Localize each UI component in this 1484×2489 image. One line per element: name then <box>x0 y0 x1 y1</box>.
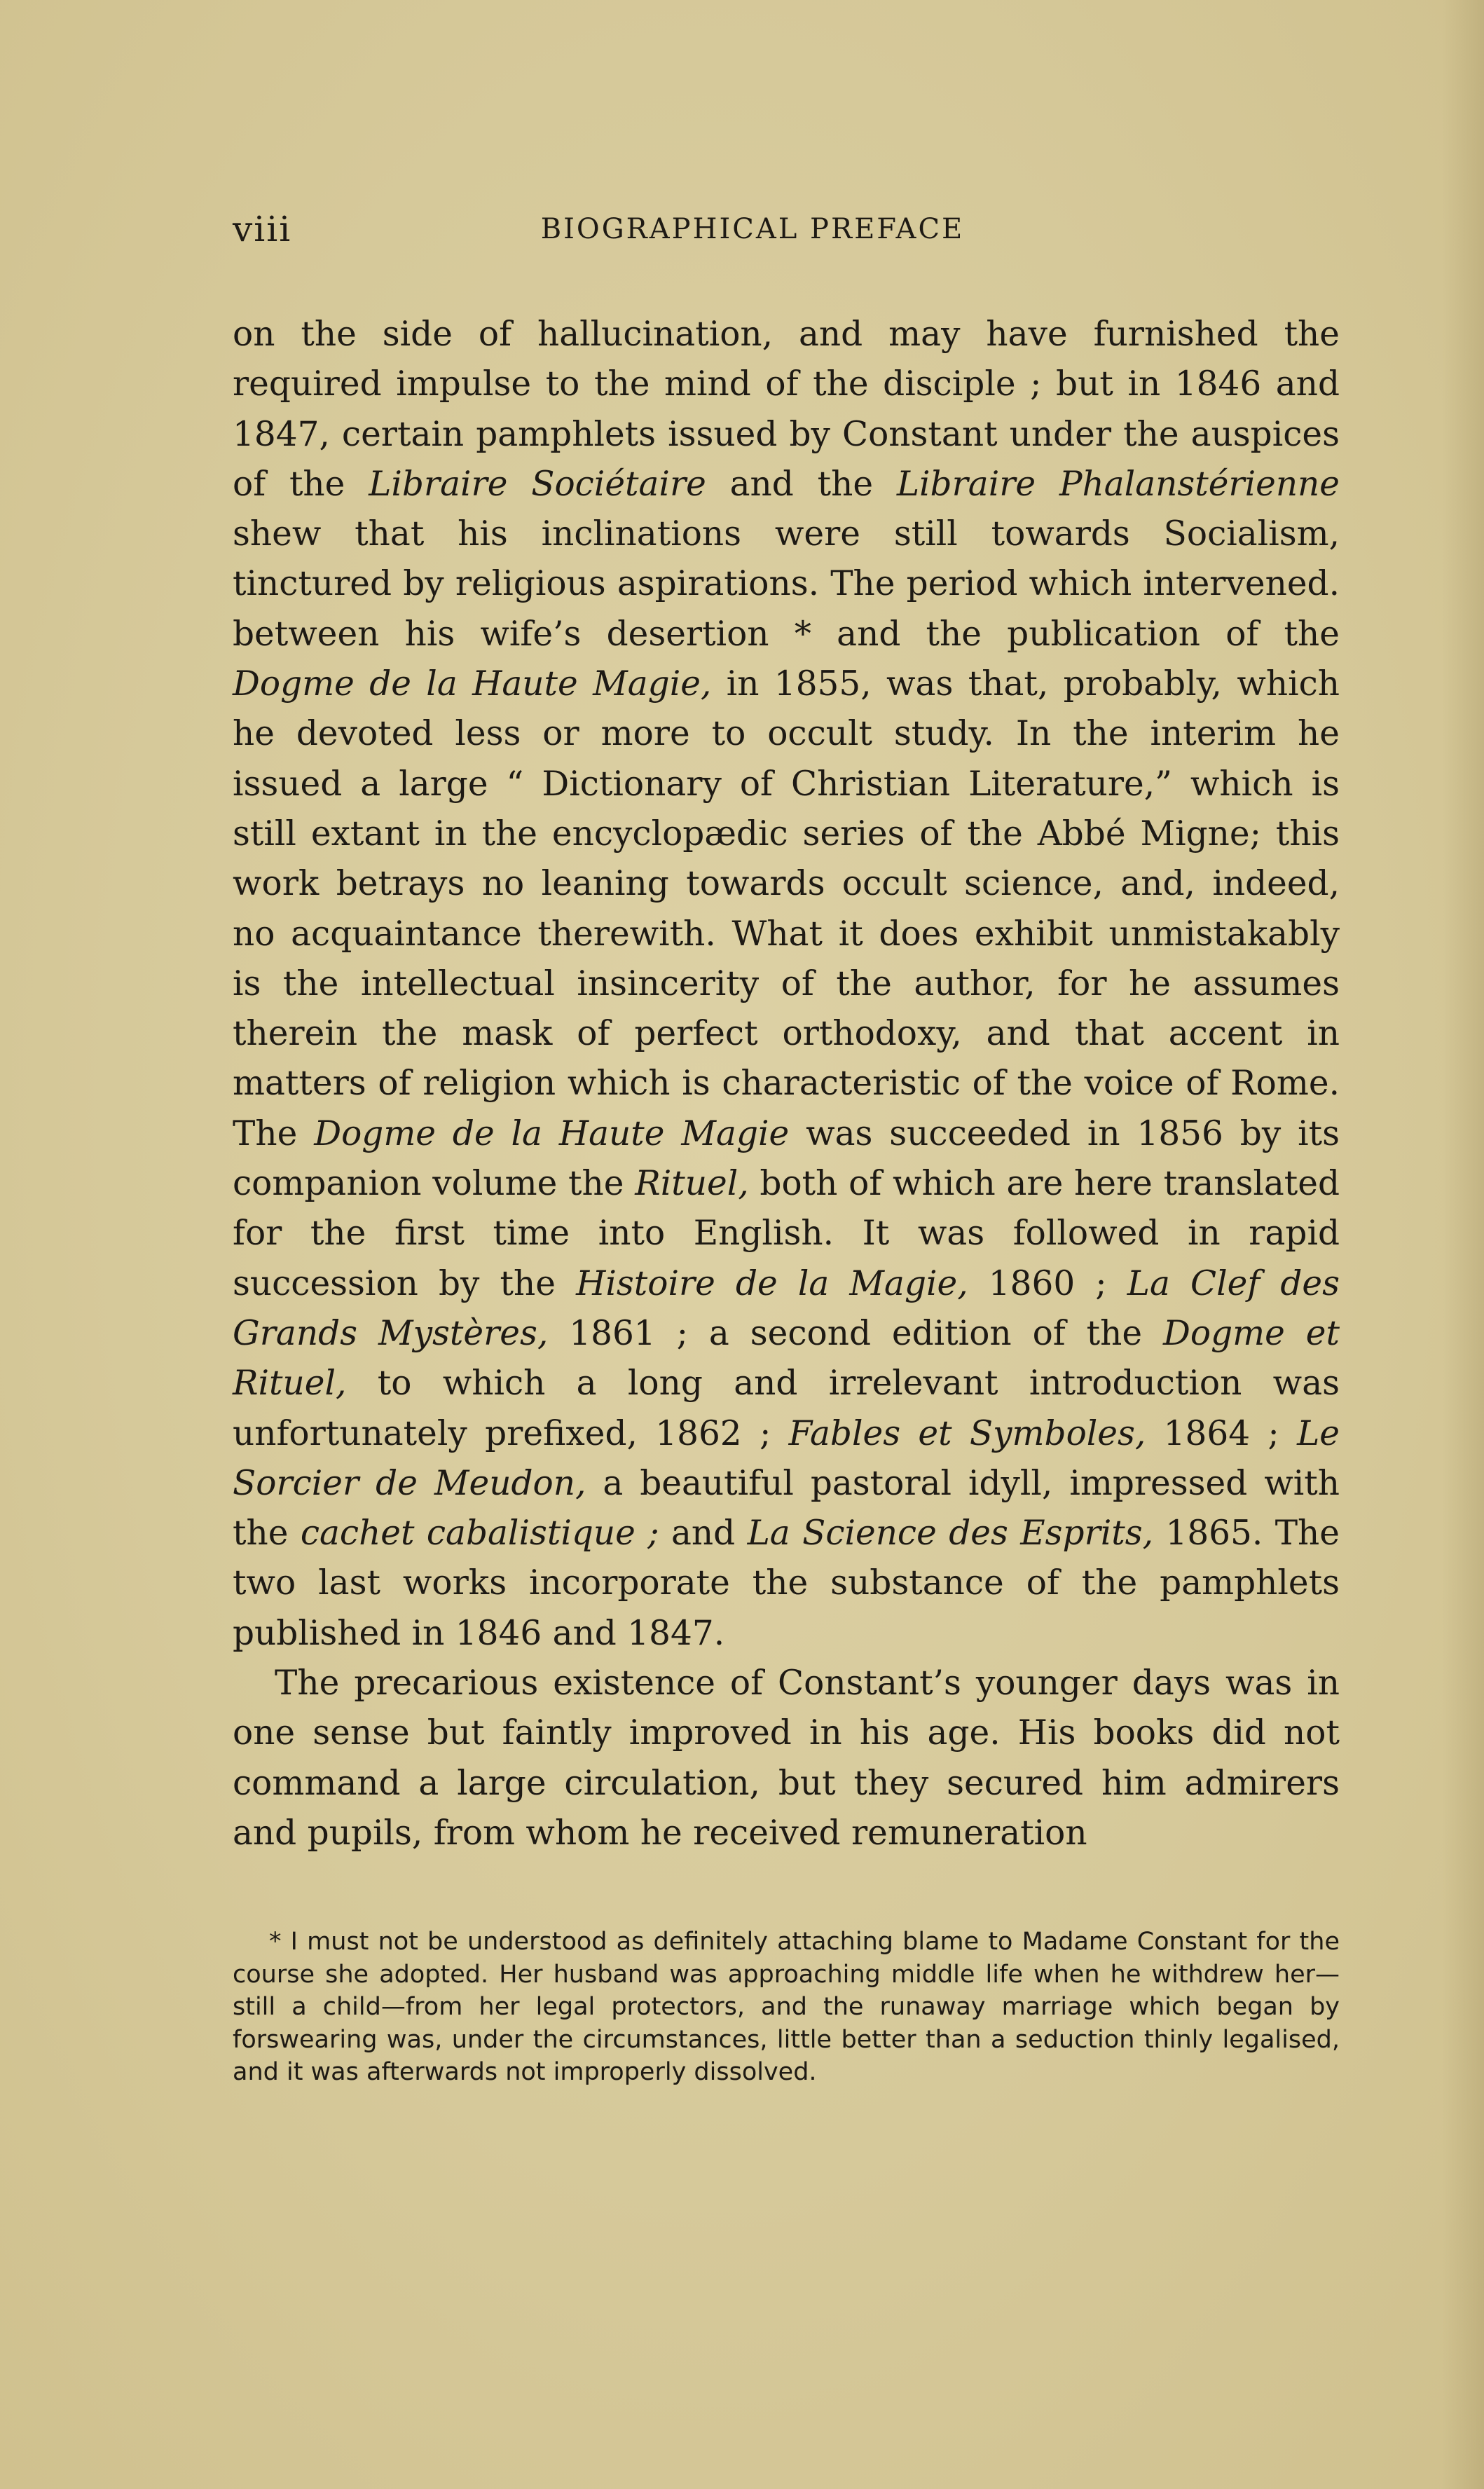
italic-title: Fables et Symboles, <box>788 1413 1146 1453</box>
text-run: was succeeded in 1856 by its companion volume the <box>233 1113 1340 1204</box>
text-run: 1864 ; <box>1146 1413 1298 1453</box>
italic-title: Libraire Phalanstérienne <box>896 464 1340 504</box>
text-run: 1865. The two last works incorporate the substance of the pamphlets published in 1846 and 1847. <box>233 1514 1340 1653</box>
text-run: 1861 ; a second edition of the <box>548 1313 1164 1353</box>
text-run: shew that his inclinations were still towards Socialism, tinctured by religious aspirations. The period which intervened. between his wife’s desertion * and the publication of the <box>233 514 1340 654</box>
text-run: to which a long and irrelevant introduction was unfortunately prefixed, 1862 ; <box>233 1364 1340 1453</box>
running-title: BIOGRAPHICAL PREFACE <box>540 213 965 245</box>
footnote: * I must not be understood as definitely attaching blame to Madame Constant for the course she adopted. Her husband was approaching middle life when he withdrew her—still a child—from her legal protectors, and the runaway marriage which began by forswearing was, under the circumstances, little better than a seduction thinly legalised, and it was afterwards not improperly dissolved. <box>233 1928 1340 2087</box>
paragraph-1 <box>233 310 1340 1659</box>
italic-title: Le Sorcier de Meudon, <box>233 1413 1340 1503</box>
italic-title: Dogme de la Haute Magie, <box>233 664 712 704</box>
text-run: 1860 ; <box>968 1263 1127 1303</box>
paragraph-2: The precarious existence of Constant’s younger days was in one sense but faintly improved in his age. His books did not command a large circulation, but they secured him admirers and pupils, from whom he received remuneration <box>233 1664 1340 1853</box>
text-run: and the <box>706 464 897 504</box>
text-run: and <box>659 1514 748 1554</box>
text-run: a beautiful pastoral idyll, impressed with the <box>233 1463 1340 1554</box>
text-run: in 1855, was that, probably, which he devoted less or more to occult study. In the interim he issued a large “ Dictionary of Christian Literature,” which is still extant in the encyclopædic series of the Abbé Migne; this work betrays no leaning towards occult science, and, indeed, no acquaintance therewith. What it does exhibit unmistakably is the intellectual insincerity of the author, for he assumes therein the mask of perfect orthodoxy, and that accent in matters of religion which is characteristic of the voice of Rome. The <box>233 664 1340 1153</box>
italic-title: Dogme et Rituel, <box>233 1313 1340 1404</box>
page-header <box>233 209 1340 265</box>
text-run: on the side of hallucination, and may have furnished the required impulse to the mind of the disciple ; but in 1846 and 1847, certain pamphlets issued by Constant under the auspices of the <box>233 315 1340 504</box>
page-number: viii <box>233 209 292 249</box>
italic-title: La Clef des Grands Mystères, <box>233 1263 1340 1353</box>
italic-title: Dogme de la Haute Magie <box>314 1113 790 1153</box>
italic-title: Histoire de la Magie, <box>576 1263 968 1303</box>
italic-title: La Science des Esprits, <box>747 1514 1154 1554</box>
italic-title: Rituel, <box>635 1164 749 1204</box>
page-edge-shadow <box>1442 0 1484 2489</box>
text-run: both of which are here translated for the first time into English. It was followed in rapid succession by the <box>233 1164 1340 1303</box>
italic-phrase: cachet cabalistique ; <box>300 1514 659 1554</box>
body-text <box>233 310 1340 1858</box>
italic-title: Libraire Sociétaire <box>369 464 706 504</box>
